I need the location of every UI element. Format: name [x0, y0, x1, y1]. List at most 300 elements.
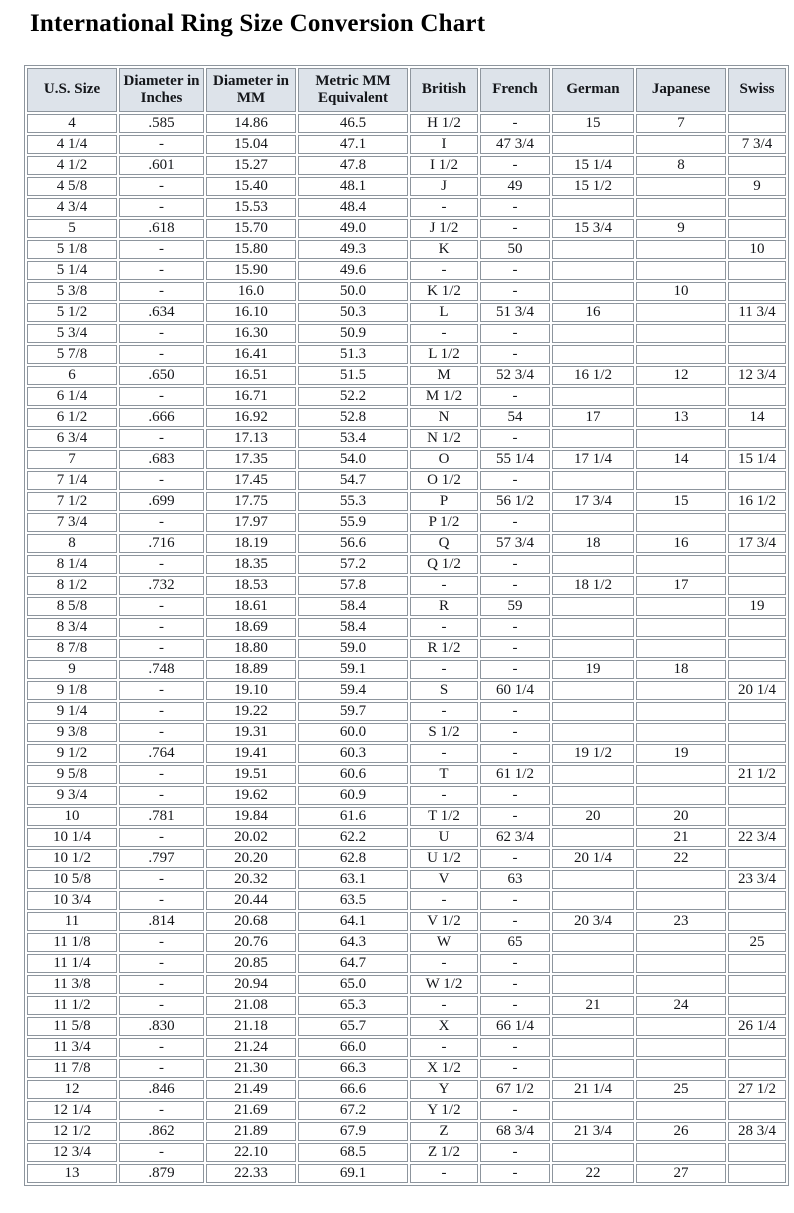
table-cell: - — [480, 702, 550, 721]
table-cell: 9 — [636, 219, 726, 238]
table-cell: 17.45 — [206, 471, 296, 490]
table-cell — [552, 933, 634, 952]
table-cell: 23 3/4 — [728, 870, 786, 889]
table-cell: - — [410, 261, 478, 280]
table-cell: 64.7 — [298, 954, 408, 973]
table-cell: 18 — [552, 534, 634, 553]
table-cell: 15.90 — [206, 261, 296, 280]
table-cell: 9 5/8 — [27, 765, 117, 784]
table-cell: 20.94 — [206, 975, 296, 994]
table-cell — [636, 303, 726, 322]
table-cell — [728, 912, 786, 931]
table-cell: 16 — [552, 303, 634, 322]
table-cell: 4 1/4 — [27, 135, 117, 154]
table-row — [27, 828, 786, 847]
table-row — [27, 681, 786, 700]
table-cell: 49 — [480, 177, 550, 196]
table-cell: 59.7 — [298, 702, 408, 721]
table-row — [27, 702, 786, 721]
table-row — [27, 660, 786, 679]
table-cell — [552, 555, 634, 574]
table-cell: 17 3/4 — [552, 492, 634, 511]
table-cell: 16 — [636, 534, 726, 553]
table-cell — [728, 261, 786, 280]
table-cell — [552, 471, 634, 490]
table-row — [27, 807, 786, 826]
table-cell: - — [119, 828, 204, 847]
table-row — [27, 114, 786, 133]
table-cell: 21.18 — [206, 1017, 296, 1036]
table-cell: 12 1/4 — [27, 1101, 117, 1120]
table-cell: 8 — [27, 534, 117, 553]
table-cell: 17.35 — [206, 450, 296, 469]
table-cell — [552, 1143, 634, 1162]
table-cell — [552, 261, 634, 280]
table-cell: 21.69 — [206, 1101, 296, 1120]
table-cell: 18.19 — [206, 534, 296, 553]
table-cell: 20.85 — [206, 954, 296, 973]
table-cell: - — [480, 387, 550, 406]
table-cell — [552, 198, 634, 217]
table-cell: 47.8 — [298, 156, 408, 175]
column-header-7: German — [552, 68, 634, 112]
table-cell — [552, 702, 634, 721]
table-cell: M — [410, 366, 478, 385]
table-cell: 65.0 — [298, 975, 408, 994]
table-row — [27, 366, 786, 385]
table-cell: - — [480, 786, 550, 805]
table-cell — [552, 345, 634, 364]
table-cell: 67.2 — [298, 1101, 408, 1120]
table-cell: 54.0 — [298, 450, 408, 469]
table-cell: 62.8 — [298, 849, 408, 868]
table-cell: - — [480, 219, 550, 238]
table-cell: T — [410, 765, 478, 784]
table-cell: 16.41 — [206, 345, 296, 364]
table-cell: - — [119, 996, 204, 1015]
table-cell: - — [410, 576, 478, 595]
table-cell: - — [480, 1143, 550, 1162]
table-cell: - — [119, 1038, 204, 1057]
table-cell: 10 3/4 — [27, 891, 117, 910]
table-cell — [728, 639, 786, 658]
table-cell: X 1/2 — [410, 1059, 478, 1078]
table-cell: L — [410, 303, 478, 322]
table-row — [27, 555, 786, 574]
table-cell: .781 — [119, 807, 204, 826]
table-cell: 61.6 — [298, 807, 408, 826]
table-cell: - — [480, 1101, 550, 1120]
table-cell: 53.4 — [298, 429, 408, 448]
table-cell: 18.35 — [206, 555, 296, 574]
table-cell: - — [119, 723, 204, 742]
table-cell: 14 — [636, 450, 726, 469]
table-row — [27, 177, 786, 196]
table-cell: 15 1/4 — [552, 156, 634, 175]
table-cell: 52.2 — [298, 387, 408, 406]
table-cell: 66.3 — [298, 1059, 408, 1078]
table-cell: - — [410, 786, 478, 805]
table-cell — [728, 513, 786, 532]
table-row — [27, 1122, 786, 1141]
table-cell: 12 — [636, 366, 726, 385]
table-cell: .650 — [119, 366, 204, 385]
table-cell — [636, 681, 726, 700]
table-cell: 58.4 — [298, 597, 408, 616]
table-cell: H 1/2 — [410, 114, 478, 133]
table-cell: 19.31 — [206, 723, 296, 742]
table-cell: - — [410, 744, 478, 763]
table-cell: 8 1/2 — [27, 576, 117, 595]
table-cell — [728, 618, 786, 637]
table-cell: 11 1/8 — [27, 933, 117, 952]
table-cell: 19.10 — [206, 681, 296, 700]
table-cell: 16 1/2 — [552, 366, 634, 385]
table-cell — [728, 555, 786, 574]
table-cell: K 1/2 — [410, 282, 478, 301]
table-cell — [636, 555, 726, 574]
table-cell: 20 1/4 — [552, 849, 634, 868]
table-cell: V 1/2 — [410, 912, 478, 931]
table-cell: 9 3/4 — [27, 786, 117, 805]
table-cell: - — [480, 555, 550, 574]
table-cell: 17 — [552, 408, 634, 427]
table-cell — [552, 1017, 634, 1036]
table-row — [27, 240, 786, 259]
table-cell: 63.1 — [298, 870, 408, 889]
table-cell: 11 3/4 — [728, 303, 786, 322]
table-cell: 64.1 — [298, 912, 408, 931]
column-header-6: French — [480, 68, 550, 112]
table-cell: 55.3 — [298, 492, 408, 511]
table-row — [27, 198, 786, 217]
table-cell: 18.89 — [206, 660, 296, 679]
table-cell: 22.33 — [206, 1164, 296, 1183]
table-cell: 5 7/8 — [27, 345, 117, 364]
column-header-4: Metric MM Equivalent — [298, 68, 408, 112]
table-cell: 47 3/4 — [480, 135, 550, 154]
table-cell: - — [119, 135, 204, 154]
table-cell: 12 3/4 — [27, 1143, 117, 1162]
table-cell: 12 1/2 — [27, 1122, 117, 1141]
table-cell — [552, 135, 634, 154]
column-header-1: U.S. Size — [27, 68, 117, 112]
table-cell: 19 — [636, 744, 726, 763]
table-cell: N — [410, 408, 478, 427]
table-cell: - — [410, 954, 478, 973]
header-row — [27, 68, 786, 112]
column-header-5: British — [410, 68, 478, 112]
table-cell: 57 3/4 — [480, 534, 550, 553]
table-cell: - — [119, 681, 204, 700]
table-cell: 18 1/2 — [552, 576, 634, 595]
table-cell: 65 — [480, 933, 550, 952]
table-cell: 19.62 — [206, 786, 296, 805]
table-cell: 18 — [636, 660, 726, 679]
table-cell: - — [410, 618, 478, 637]
table-cell: - — [119, 597, 204, 616]
table-cell: - — [480, 954, 550, 973]
table-row — [27, 744, 786, 763]
table-cell: 20.02 — [206, 828, 296, 847]
table-cell: 5 1/8 — [27, 240, 117, 259]
table-cell: P 1/2 — [410, 513, 478, 532]
table-cell: 17.13 — [206, 429, 296, 448]
table-cell — [552, 240, 634, 259]
table-cell: - — [119, 324, 204, 343]
table-cell — [728, 954, 786, 973]
table-cell — [636, 891, 726, 910]
table-cell: W — [410, 933, 478, 952]
table-cell: 63 — [480, 870, 550, 889]
table-cell: - — [480, 849, 550, 868]
table-cell: 5 — [27, 219, 117, 238]
table-cell: 50.0 — [298, 282, 408, 301]
table-cell — [552, 639, 634, 658]
table-cell: 15 — [636, 492, 726, 511]
table-cell: 21.08 — [206, 996, 296, 1015]
table-cell: .666 — [119, 408, 204, 427]
table-cell: T 1/2 — [410, 807, 478, 826]
table-cell: 6 1/4 — [27, 387, 117, 406]
table-row — [27, 1017, 786, 1036]
table-cell: 22 3/4 — [728, 828, 786, 847]
table-cell: 20 1/4 — [728, 681, 786, 700]
table-cell: 69.1 — [298, 1164, 408, 1183]
table-cell: 25 — [728, 933, 786, 952]
table-cell: 15.80 — [206, 240, 296, 259]
table-row — [27, 408, 786, 427]
table-cell: J 1/2 — [410, 219, 478, 238]
table-cell: 27 1/2 — [728, 1080, 786, 1099]
table-cell: .748 — [119, 660, 204, 679]
table-row — [27, 429, 786, 448]
table-cell — [636, 345, 726, 364]
table-cell — [728, 975, 786, 994]
table-cell — [728, 1143, 786, 1162]
table-cell: 56 1/2 — [480, 492, 550, 511]
table-cell: - — [119, 786, 204, 805]
table-cell: 16 1/2 — [728, 492, 786, 511]
table-cell: Z — [410, 1122, 478, 1141]
table-cell: 7 1/2 — [27, 492, 117, 511]
table-cell — [728, 786, 786, 805]
column-header-2: Diameter in Inches — [119, 68, 204, 112]
table-cell: 52.8 — [298, 408, 408, 427]
table-cell: 11 5/8 — [27, 1017, 117, 1036]
table-cell: 15 1/2 — [552, 177, 634, 196]
table-cell: 18.53 — [206, 576, 296, 595]
table-cell: N 1/2 — [410, 429, 478, 448]
table-cell: 10 — [728, 240, 786, 259]
table-row — [27, 1143, 786, 1162]
table-cell — [636, 324, 726, 343]
table-cell: - — [480, 1059, 550, 1078]
table-cell: 66 1/4 — [480, 1017, 550, 1036]
table-cell: - — [119, 618, 204, 637]
table-cell — [636, 135, 726, 154]
table-cell: 56.6 — [298, 534, 408, 553]
table-cell: - — [480, 1164, 550, 1183]
table-cell: 19 1/2 — [552, 744, 634, 763]
table-cell: - — [119, 975, 204, 994]
table-cell: - — [119, 954, 204, 973]
table-cell: 16.10 — [206, 303, 296, 322]
table-cell — [728, 660, 786, 679]
table-cell: W 1/2 — [410, 975, 478, 994]
table-cell: 50.9 — [298, 324, 408, 343]
table-cell: 5 1/4 — [27, 261, 117, 280]
table-cell: 7 — [636, 114, 726, 133]
table-row — [27, 849, 786, 868]
table-cell: - — [480, 345, 550, 364]
table-cell: .716 — [119, 534, 204, 553]
table-cell: 20 3/4 — [552, 912, 634, 931]
table-cell: 7 3/4 — [728, 135, 786, 154]
table-cell: .634 — [119, 303, 204, 322]
table-cell: 57.8 — [298, 576, 408, 595]
table-cell: J — [410, 177, 478, 196]
table-cell: 19.22 — [206, 702, 296, 721]
table-cell: 8 3/4 — [27, 618, 117, 637]
table-cell — [552, 513, 634, 532]
table-cell: 7 — [27, 450, 117, 469]
table-cell — [636, 618, 726, 637]
table-row — [27, 765, 786, 784]
table-cell: - — [119, 282, 204, 301]
table-cell: 48.1 — [298, 177, 408, 196]
table-cell: - — [119, 471, 204, 490]
table-cell: - — [480, 639, 550, 658]
table-cell: 17 1/4 — [552, 450, 634, 469]
table-cell: 15 3/4 — [552, 219, 634, 238]
table-cell: 20.44 — [206, 891, 296, 910]
table-cell: 17.97 — [206, 513, 296, 532]
table-cell: - — [480, 996, 550, 1015]
table-cell: 23 — [636, 912, 726, 931]
table-cell: - — [480, 576, 550, 595]
table-cell: 64.3 — [298, 933, 408, 952]
table-cell: 11 3/8 — [27, 975, 117, 994]
table-row — [27, 387, 786, 406]
table-row — [27, 954, 786, 973]
table-cell: P — [410, 492, 478, 511]
table-cell: 66.0 — [298, 1038, 408, 1057]
table-row — [27, 1164, 786, 1183]
table-cell: Y 1/2 — [410, 1101, 478, 1120]
table-cell — [636, 429, 726, 448]
table-cell: 59 — [480, 597, 550, 616]
table-row — [27, 891, 786, 910]
table-cell: 55.9 — [298, 513, 408, 532]
table-cell: 47.1 — [298, 135, 408, 154]
table-row — [27, 450, 786, 469]
table-cell: 5 3/4 — [27, 324, 117, 343]
table-cell — [552, 1038, 634, 1057]
table-cell: 59.4 — [298, 681, 408, 700]
table-cell: .585 — [119, 114, 204, 133]
table-cell: .683 — [119, 450, 204, 469]
table-cell: 22 — [636, 849, 726, 868]
table-cell — [636, 1101, 726, 1120]
table-cell: - — [119, 555, 204, 574]
table-cell: 6 — [27, 366, 117, 385]
table-cell: 16.0 — [206, 282, 296, 301]
table-row — [27, 1101, 786, 1120]
table-cell: .797 — [119, 849, 204, 868]
table-cell — [636, 1143, 726, 1162]
table-cell: .830 — [119, 1017, 204, 1036]
table-cell: 26 — [636, 1122, 726, 1141]
table-cell: 59.0 — [298, 639, 408, 658]
table-cell — [552, 324, 634, 343]
table-body — [27, 114, 786, 1183]
table-row — [27, 870, 786, 889]
table-cell: 51 3/4 — [480, 303, 550, 322]
table-row — [27, 261, 786, 280]
table-cell: 60.9 — [298, 786, 408, 805]
table-cell: 15 1/4 — [728, 450, 786, 469]
table-cell — [552, 975, 634, 994]
table-cell — [636, 471, 726, 490]
table-row — [27, 513, 786, 532]
table-cell: L 1/2 — [410, 345, 478, 364]
table-cell — [552, 1059, 634, 1078]
table-cell: 60.6 — [298, 765, 408, 784]
table-cell: - — [119, 933, 204, 952]
table-cell — [552, 828, 634, 847]
table-row — [27, 639, 786, 658]
table-cell — [636, 933, 726, 952]
table-cell — [552, 597, 634, 616]
table-cell: I — [410, 135, 478, 154]
table-cell: 24 — [636, 996, 726, 1015]
table-cell: 4 1/2 — [27, 156, 117, 175]
table-cell: - — [119, 891, 204, 910]
table-cell — [552, 723, 634, 742]
table-cell: 11 1/2 — [27, 996, 117, 1015]
table-row — [27, 282, 786, 301]
table-cell — [728, 1164, 786, 1183]
table-cell: 63.5 — [298, 891, 408, 910]
table-cell — [636, 177, 726, 196]
table-cell: - — [480, 807, 550, 826]
table-cell: 28 3/4 — [728, 1122, 786, 1141]
table-cell: 48.4 — [298, 198, 408, 217]
table-cell: 20.20 — [206, 849, 296, 868]
table-cell: - — [410, 891, 478, 910]
table-cell: - — [119, 1101, 204, 1120]
table-cell: 9 1/4 — [27, 702, 117, 721]
table-cell — [552, 429, 634, 448]
table-cell: 50.3 — [298, 303, 408, 322]
table-cell — [552, 681, 634, 700]
table-cell — [636, 639, 726, 658]
table-cell: - — [480, 513, 550, 532]
table-cell: S — [410, 681, 478, 700]
table-cell: 46.5 — [298, 114, 408, 133]
table-cell: - — [480, 1038, 550, 1057]
table-cell: - — [480, 744, 550, 763]
table-cell: U — [410, 828, 478, 847]
table-cell — [728, 996, 786, 1015]
table-row — [27, 786, 786, 805]
table-cell: M 1/2 — [410, 387, 478, 406]
table-row — [27, 324, 786, 343]
table-cell: - — [480, 114, 550, 133]
table-cell: 51.5 — [298, 366, 408, 385]
table-cell: - — [119, 1143, 204, 1162]
